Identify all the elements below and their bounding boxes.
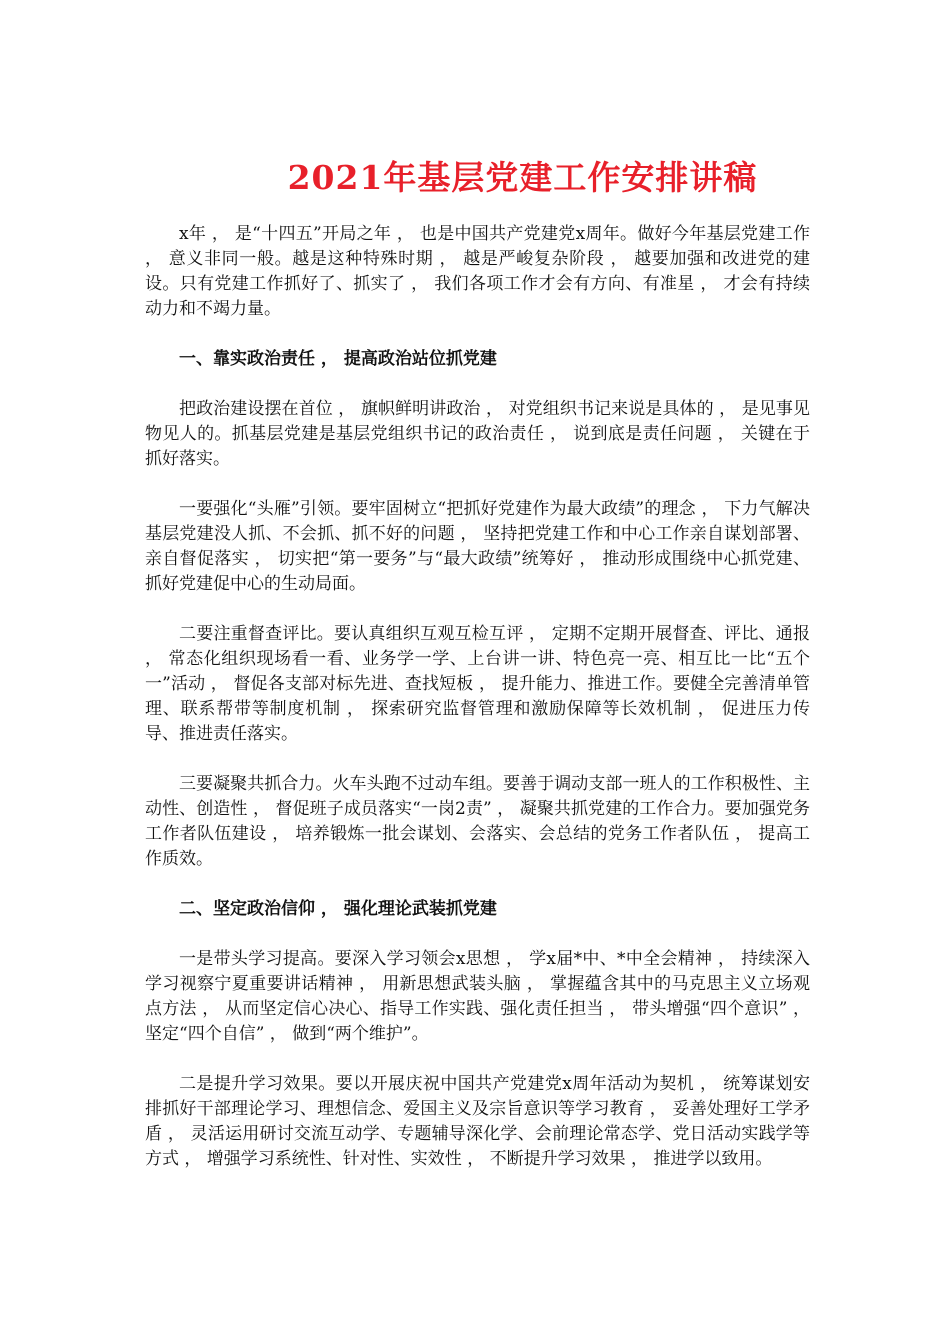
- paragraph: 一要强化“头雁”引领。要牢固树立“把抓好党建作为最大政绩”的理念 ， 下力气解决基层党建没人抓、不会抓、抓不好的问题 ， 坚持把党建工作和中心工作亲自谋划部署、亲自督促落实 ， 切实把“第一要务”与“最大政绩”统筹好 ， 推动形成围绕中心抓党建、抓好党建促中心的生动局面。: [145, 499, 810, 594]
- paragraph: 一是带头学习提高。要深入学习领会x思想 ， 学x届*中、*中全会精神 ， 持续深入学习视察宁夏重要讲话精神 ， 用新思想武装头脑 ， 掌握蕴含其中的马克思主义立场观点方法 ， 从而坚定信心决心、指导工作实践、强化责任担当 ， 带头增强“四个意识” ， 坚定“四个自信” ， 做到“两个维护”。: [145, 949, 810, 1044]
- intro-paragraph: x年 ， 是“十四五”开局之年 ， 也是中国共产党建党x周年。做好今年基层党建工作 ， 意义非同一般。越是这种特殊时期 ， 越是严峻复杂阶段 ， 越要加强和改进党的建设。只有党建工作抓好了、抓实了 ， 我们各项工作才会有方向、有准星 ， 才会有持续动力和不竭力量。: [145, 224, 810, 319]
- document-body: [145, 222, 810, 1197]
- paragraph: 三要凝聚共抓合力。火车头跑不过动车组。要善于调动支部一班人的工作积极性、主动性、创造性 ， 督促班子成员落实“一岗2责” ， 凝聚共抓党建的工作合力。要加强党务工作者队伍建设 ， 培养锻炼一批会谋划、会落实、会总结的党务工作者队伍 ， 提高工作质效。: [145, 774, 810, 869]
- section-heading-1: 一、靠实政治责任 ， 提高政治站位抓党建: [179, 349, 497, 369]
- paragraph: 二是提升学习效果。要以开展庆祝中国共产党建党x周年活动为契机 ， 统筹谋划安排抓好干部理论学习、理想信念、爱国主义及宗旨意识等学习教育 ， 妥善处理好工学矛盾 ， 灵活运用研讨交流互动学、专题辅导深化学、会前理论常态学、党日活动实践学等方式 ， 增强学习系统性、针对性、实效性 ， 不断提升学习效果 ， 推进学以致用。: [145, 1074, 810, 1169]
- paragraph: 二要注重督查评比。要认真组织互观互检互评 ， 定期不定期开展督查、评比、通报 ， 常态化组织现场看一看、业务学一学、上台讲一讲、特色亮一亮、相互比一比“五个一”活动 ， 督促各支部对标先进、查找短板 ， 提升能力、推进工作。要健全完善清单管理、联系帮带等制度机制 ， 探索研究监督管理和激励保障等长效机制 ， 促进压力传导、推进责任落实。: [145, 624, 810, 744]
- paragraph: 把政治建设摆在首位 ， 旗帜鲜明讲政治 ， 对党组织书记来说是具体的 ， 是见事见物见人的。抓基层党建是基层党组织书记的政治责任 ， 说到底是责任问题 ， 关键在于抓好落实。: [145, 399, 810, 469]
- document-title: 2021年基层党建工作安排讲稿: [287, 158, 758, 197]
- section-heading-2: 二、坚定政治信仰 ， 强化理论武装抓党建: [179, 899, 497, 919]
